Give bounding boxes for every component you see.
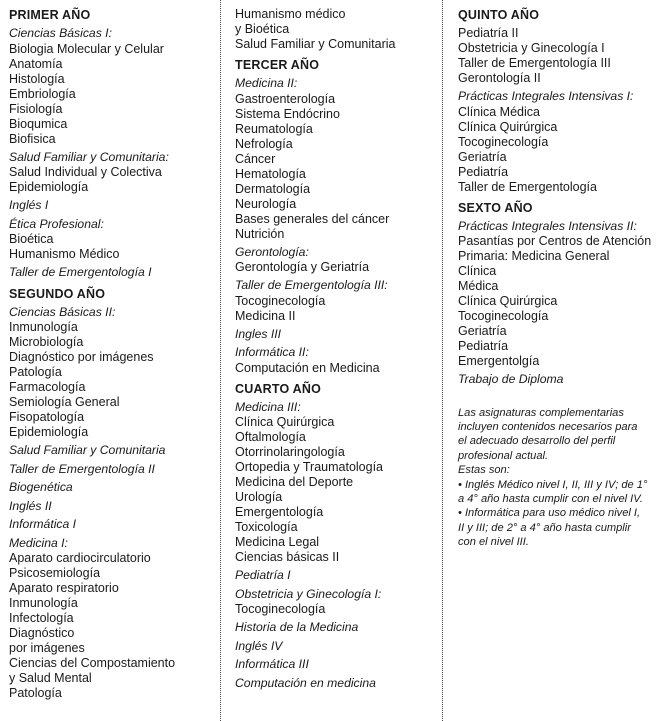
year-heading: SEXTO AÑO xyxy=(458,200,533,215)
subject-heading: Historia de la Medicina xyxy=(235,620,359,634)
note-line: el adecuado desarrollo del perfil xyxy=(458,435,616,448)
subject-item: Bioqumica xyxy=(9,116,68,131)
subject-item: Hematología xyxy=(235,166,306,181)
subject-item: Toxicología xyxy=(235,520,298,534)
subject-item: Salud Familiar y Comunitaria xyxy=(235,37,396,51)
subject-group xyxy=(235,76,435,242)
subject-item: Gerontología II xyxy=(458,71,541,85)
subject-item: Medicina del Deporte xyxy=(235,475,354,489)
subject-item: Clínica Quirúrgica xyxy=(458,119,558,134)
subject-item: Bases generales del cáncer xyxy=(235,211,390,226)
subject-item: Humanismo Médico xyxy=(9,247,120,261)
subject-item: Anatomía xyxy=(9,56,63,71)
note-bullet-line: a 4° año hasta cumplir con el nivel IV. xyxy=(458,492,643,505)
subject-item: Semiología General xyxy=(9,395,120,409)
subject-heading: Inglés II xyxy=(9,498,52,513)
subject-item: Gastroenterología xyxy=(235,91,336,106)
subject-item: Clínica Médica xyxy=(458,104,540,119)
subject-item: Geriatría xyxy=(458,324,507,338)
year-heading: QUINTO AÑO xyxy=(458,8,540,22)
subject-item: Tocoginecología xyxy=(235,293,326,308)
subject-heading: Informática I xyxy=(9,517,77,531)
subject-heading: Prácticas Integrales Intensivas II: xyxy=(458,218,637,233)
column-divider-2 xyxy=(442,0,443,721)
subject-group xyxy=(9,499,214,515)
subject-heading: Ética Profesional: xyxy=(9,216,104,231)
year-heading: TERCER AÑO xyxy=(235,58,320,72)
subject-group xyxy=(9,517,214,533)
subject-heading: Biogenética xyxy=(9,480,73,494)
note-bullet xyxy=(458,506,658,549)
subject-item: y Salud Mental xyxy=(9,671,92,685)
subject-heading: Inglés IV xyxy=(235,638,283,653)
subject-heading: Pediatría I xyxy=(235,568,291,582)
subject-item: Computación en Medicina xyxy=(235,360,380,375)
subject-heading: Taller de Emergentología II xyxy=(9,461,155,476)
column-2 xyxy=(235,7,435,691)
subject-group xyxy=(9,26,214,147)
subject-group xyxy=(9,443,214,459)
subject-group xyxy=(9,265,214,281)
subject-group xyxy=(9,480,214,496)
subject-item: Biofisica xyxy=(9,131,56,146)
subject-item: Salud Individual y Colectiva xyxy=(9,165,162,179)
note-bullet-line: con el nivel III. xyxy=(458,536,529,549)
subject-item: Diagnóstico por imágenes xyxy=(9,350,154,364)
subject-heading: Ciencias Básicas II: xyxy=(9,304,116,319)
subject-group xyxy=(9,198,214,214)
subject-item: Médica xyxy=(458,279,499,293)
subject-heading: Prácticas Integrales Intensivas I: xyxy=(458,89,634,103)
subject-item: Oftalmología xyxy=(235,430,306,444)
year-heading: PRIMER AÑO xyxy=(9,8,91,22)
subject-heading: Informática III xyxy=(235,657,309,671)
subject-heading: Medicina III: xyxy=(235,399,301,414)
subject-item: Clínica Quirúrgica xyxy=(235,415,335,429)
subject-item: Tocoginecología xyxy=(458,134,549,149)
subject-item: Inmunología xyxy=(9,596,78,610)
subject-heading: Ingles III xyxy=(235,326,282,341)
subject-group xyxy=(9,217,214,263)
subject-group xyxy=(9,305,214,441)
subject-item: Reumatología xyxy=(235,121,313,136)
subject-heading: Medicina I: xyxy=(9,535,68,550)
subject-group xyxy=(9,462,214,478)
subject-item: Psicosemiología xyxy=(9,566,101,580)
subject-item: Ortopedia y Traumatología xyxy=(235,460,383,474)
note-line: Estas son: xyxy=(458,464,510,477)
subject-item: Gerontología y Geriatría xyxy=(235,260,370,274)
subject-item: Cáncer xyxy=(235,151,276,166)
subject-group xyxy=(458,26,658,86)
note-line: incluyen contenidos necesarios para xyxy=(458,420,638,433)
subject-item: Taller de Emergentología xyxy=(458,179,597,194)
subject-item: Dermatología xyxy=(235,181,311,196)
note-line: Las asignaturas complementarias xyxy=(458,406,624,419)
subject-item: Pediatría xyxy=(458,339,509,353)
year-heading: SEGUNDO AÑO xyxy=(9,286,106,301)
subject-item: Clínica Quirúrgica xyxy=(458,294,558,308)
year-heading: CUARTO AÑO xyxy=(235,381,322,396)
subject-heading: Salud Familiar y Comunitaria: xyxy=(9,149,169,164)
subject-heading: Trabajo de Diploma xyxy=(458,372,564,386)
subject-item: Farmacología xyxy=(9,380,86,394)
subject-item: Aparato cardiocirculatorio xyxy=(9,551,151,565)
subject-item: Nutrición xyxy=(235,226,285,241)
subject-item: Primaria: Medicina General xyxy=(458,249,610,263)
subject-item: Clínica xyxy=(458,264,497,278)
subject-item: Humanismo médico xyxy=(235,7,346,21)
subject-item: por imágenes xyxy=(9,641,85,655)
subject-heading: Taller de Emergentología III: xyxy=(235,278,388,292)
subject-group xyxy=(235,639,435,655)
subject-item: Sistema Endócrino xyxy=(235,106,340,121)
subject-item: Taller de Emergentología III xyxy=(458,56,611,70)
subject-heading: Gerontología: xyxy=(235,244,309,259)
note-bullet-line: • Inglés Médico nivel I, II, III y IV; de 1° xyxy=(458,478,648,491)
subject-group xyxy=(235,676,435,692)
subject-item: Histología xyxy=(9,71,65,86)
subject-heading: Inglés I xyxy=(9,198,49,212)
subject-item: Neurología xyxy=(235,196,297,211)
subject-group xyxy=(458,219,658,370)
subject-group xyxy=(235,278,435,324)
subject-group xyxy=(9,536,214,702)
subject-group xyxy=(458,372,658,388)
subject-item: Aparato respiratorio xyxy=(9,581,119,595)
subject-item: Obstetricia y Ginecología I xyxy=(458,41,605,55)
subject-heading: Informática II: xyxy=(235,345,309,359)
subject-heading: Computación en medicina xyxy=(235,675,376,690)
subject-item: Infectología xyxy=(9,611,74,625)
subject-item: Emergentología xyxy=(235,505,324,519)
subject-item: Epidemiología xyxy=(9,180,89,194)
subject-group xyxy=(235,327,435,343)
column-1 xyxy=(9,7,214,701)
subject-item: Patología xyxy=(9,686,62,700)
subject-item: Medicina Legal xyxy=(235,535,320,549)
subject-group xyxy=(235,400,435,566)
subject-item: Inmunología xyxy=(9,320,78,334)
subject-group xyxy=(235,620,435,636)
subject-item: Bioética xyxy=(9,232,54,246)
subject-group xyxy=(235,568,435,584)
subject-item: Diagnóstico xyxy=(9,626,75,640)
subject-heading: Taller de Emergentología I xyxy=(9,265,152,279)
column-3 xyxy=(458,7,658,550)
subject-item: y Bioética xyxy=(235,22,290,36)
subject-item: Emergentolgía xyxy=(458,354,540,368)
subject-group xyxy=(235,587,435,618)
subject-item: Fisiología xyxy=(9,101,63,116)
subject-item: Ciencias básicas II xyxy=(235,550,340,564)
subject-group xyxy=(235,7,435,52)
subject-item: Urología xyxy=(235,490,283,504)
subject-item: Geriatría xyxy=(458,149,507,164)
subject-item: Biologia Molecular y Celular xyxy=(9,41,164,56)
subject-heading: Medicina II: xyxy=(235,76,298,90)
subject-heading: Ciencias Básicas I: xyxy=(9,26,112,40)
subject-group xyxy=(9,150,214,196)
subject-item: Otorrinolaringología xyxy=(235,445,345,459)
note-line: profesional actual. xyxy=(458,449,549,462)
subject-item: Pasantías por Centros de Atención xyxy=(458,234,652,248)
subject-group xyxy=(458,89,658,195)
subject-item: Epidemiología xyxy=(9,425,89,439)
subject-item: Patología xyxy=(9,365,62,379)
subject-item: Microbiología xyxy=(9,335,84,349)
subject-group xyxy=(235,345,435,376)
subject-group xyxy=(235,245,435,276)
subject-item: Pediatría II xyxy=(458,26,519,40)
subject-heading: Obstetricia y Ginecología I: xyxy=(235,586,382,601)
note-bullet xyxy=(458,478,658,507)
subject-item: Fisopatología xyxy=(9,410,85,424)
subject-group xyxy=(235,657,435,673)
note-bullet-line: • Informática para uso médico nivel I, xyxy=(458,507,641,520)
complementary-note xyxy=(458,406,658,550)
subject-item: Ciencias del Compostamiento xyxy=(9,656,176,670)
subject-item: Pediatría xyxy=(458,164,509,179)
subject-item: Tocoginecología xyxy=(458,309,549,323)
subject-item: Tocoginecología xyxy=(235,602,326,616)
subject-item: Nefrología xyxy=(235,136,293,151)
note-bullet-line: II y III; de 2° a 4° año hasta cumplir xyxy=(458,521,631,534)
subject-item: Embriología xyxy=(9,86,76,101)
column-divider-1 xyxy=(220,0,221,721)
subject-item: Medicina II xyxy=(235,308,296,323)
subject-heading: Salud Familiar y Comunitaria xyxy=(9,443,166,457)
